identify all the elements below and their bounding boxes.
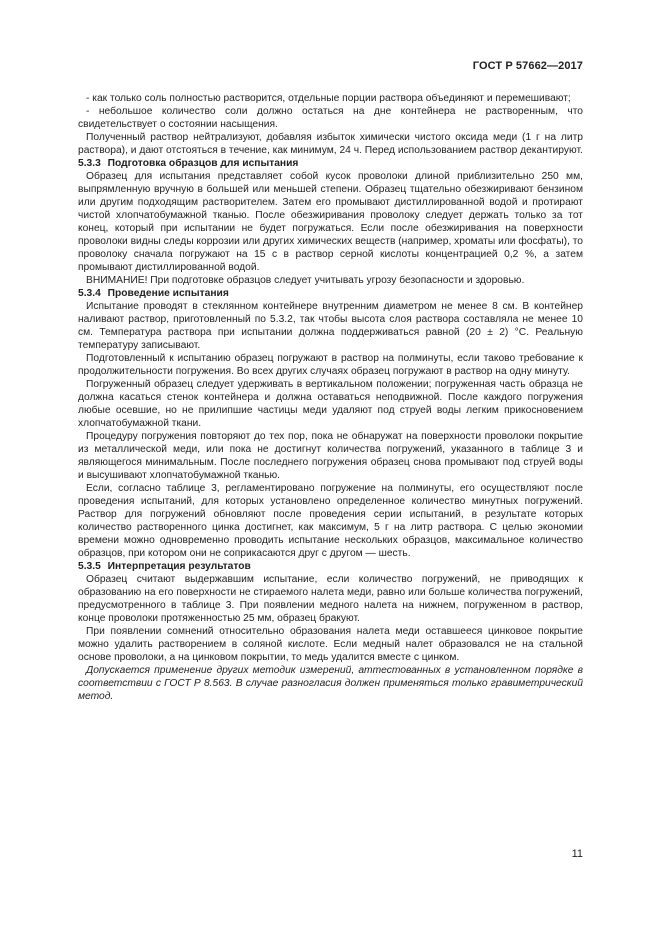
- paragraph-1: - как только соль полностью растворится, отдельные порции раствора объединяют и перемешивают;: [86, 93, 571, 104]
- paragraph-warning: ВНИМАНИЕ! При подготовке образцов следует учитывать угрозу безопасности и здоровью.: [86, 275, 525, 286]
- paragraph-2: - небольшое количество соли должно остаться на дне контейнера не растворенным, что свидетельствует о состоянии насыщения.: [78, 106, 583, 130]
- page-content: [78, 92, 583, 703]
- section-number: 5.3.5: [78, 561, 101, 572]
- paragraph-9: Процедуру погружения повторяют до тех пор, пока не обнаружат на поверхности проволоки покрытие из металлической меди, или пока не достигнут количества погружений, указанного в таблице 3 и являющегося минимальным. После последнего погружения образец снова промывают под струей воды и высушивают хлопчатобумажной тканью.: [78, 431, 583, 481]
- section-title: Интерпретация результатов: [107, 561, 251, 572]
- paragraph-12: При появлении сомнений относительно образования налета меди оставшееся цинковое покрытие можно удалить растворением в соляной кислоте. Если медный налет образовался не на стальной основе проволоки, а на цинковом покрытии, то медь удалится вместе с цинком.: [78, 626, 583, 663]
- section-5-3-4-heading: [78, 287, 583, 300]
- section-number: 5.3.4: [78, 288, 101, 299]
- section-title: Проведение испытания: [107, 288, 229, 299]
- section-5-3-5-heading: [78, 560, 583, 573]
- paragraph-6: Испытание проводят в стеклянном контейнере внутренним диаметром не менее 8 см. В контейнер наливают раствор, приготовленный по 5.3.2, так чтобы высота слоя раствора составляла не менее 10 см. Температура раствора при испытании должна поддерживаться равной (20 ± 2) °С. Реальную температуру записывают.: [78, 301, 583, 351]
- section-5-3-3-heading: [78, 157, 583, 170]
- page-number: 11: [571, 848, 583, 860]
- paragraph-11: Образец считают выдержавшим испытание, если количество погружений, не приводящих к образованию на его поверхности не стираемого налета меди, равно или больше количества погружений, предусмотренного в таблице 3. При появлении медного налета на нижнем, погруженном в раствор, конце проволоки протяженностью 25 мм, образец бракуют.: [78, 574, 583, 624]
- section-title: Подготовка образцов для испытания: [107, 158, 299, 169]
- paragraph-8: Погруженный образец следует удерживать в вертикальном положении; погруженная часть образца не должна касаться стенок контейнера и должна оставаться неподвижной. После каждого погружения любые осевшие, но не прилипшие частицы меди удаляют под струей воды легким прикосновением хлопчатобумажной ткани.: [78, 379, 583, 429]
- paragraph-4: Образец для испытания представляет собой кусок проволоки длиной приблизительно 250 мм, выпрямленную вручную в большей или меньшей степени. Образец тщательно обезжиривают бензином или другим подходящим растворителем. Затем его промывают дистиллированной водой и протирают чистой хлопчатобумажной тканью. После обезжиривания проволоку следует держать только за тот конец, который при испытании не будет погружаться. Если после обезжиривания на поверхности проволоки видны следы коррозии или других химических веществ (например, хроматы или фосфаты), то проволоку сначала погружают на 15 с в раствор серной кислоты концентрацией 0,2 %, а затем промывают дистиллированной водой.: [78, 171, 583, 273]
- standard-header: ГОСТ Р 57662—2017: [472, 60, 583, 72]
- paragraph-7: Подготовленный к испытанию образец погружают в раствор на полминуты, если таково требование к продолжительности погружения. Во всех других случаях образец погружают в раствор на одну минуту.: [78, 353, 583, 377]
- paragraph-3: Полученный раствор нейтрализуют, добавляя избыток химически чистого оксида меди (1 г на литр раствора), и дают отстояться в течение, как минимум, 24 ч. Перед использованием раствор декантируют.: [78, 132, 583, 156]
- section-number: 5.3.3: [78, 158, 101, 169]
- paragraph-note-italic: Допускается применение других методик измерений, аттестованных в установленном порядке в соответствии с ГОСТ Р 8.563. В случае разногласия должен применяться только гравиметрический метод.: [78, 665, 583, 702]
- paragraph-10: Если, согласно таблице 3, регламентировано погружение на полминуты, его осуществляют после проведения испытаний, для которых установлено определенное количество минутных погружений. Раствор для погружений обновляют после проведения серии испытаний, в результате которых количество растворенного цинка достигнет, как максимум, 5 г на литр раствора. С целью экономии времени можно одновременно проводить испытание нескольких образцов, максимальное количество образцов, при котором они не соприкасаются друг с другом — шесть.: [78, 483, 583, 559]
